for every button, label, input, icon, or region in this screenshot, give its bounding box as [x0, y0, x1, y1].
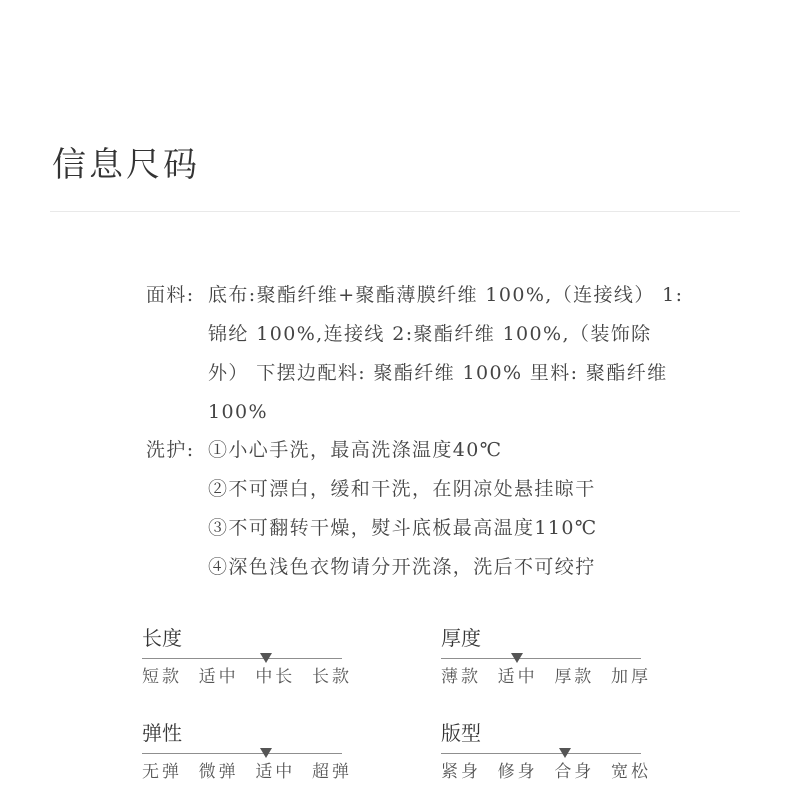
elasticity-option: 适中 [255, 762, 296, 782]
title-divider [50, 211, 740, 212]
fabric-details [208, 276, 738, 432]
thickness-options [441, 665, 651, 689]
thickness-label: 厚度 [441, 626, 481, 650]
care-spec [146, 431, 738, 587]
thickness-option: 薄款 [441, 667, 481, 687]
elasticity-option: 无弹 [142, 762, 182, 782]
fit-option: 紧身 [441, 762, 481, 782]
thickness-scale-line [441, 658, 641, 659]
fabric-line: 锦纶 100%,连接线 2:聚酯纤维 100%,（装饰除 [208, 323, 652, 345]
care-line: ①小心手洗，最高洗涤温度40℃ [208, 439, 503, 461]
care-instructions [208, 431, 738, 587]
elasticity-option: 超弹 [311, 762, 352, 782]
fabric-label: 面料: [146, 284, 195, 306]
fit-options [441, 760, 651, 784]
thickness-marker-icon [511, 653, 523, 663]
fit-scale-line [441, 753, 641, 754]
fabric-spec [146, 276, 738, 432]
length-option: 中长 [255, 667, 296, 687]
thickness-option: 适中 [497, 667, 538, 687]
length-options [142, 665, 352, 689]
section-title: 信息尺码 [52, 145, 200, 185]
care-label: 洗护: [146, 439, 195, 461]
length-option: 短款 [142, 667, 182, 687]
length-option: 适中 [198, 667, 239, 687]
elasticity-options [142, 760, 352, 784]
fabric-line: 外） 下摆边配料: 聚酯纤维 100% 里料: 聚酯纤维 [208, 362, 668, 384]
elasticity-label: 弹性 [142, 721, 182, 745]
elasticity-scale-line [142, 753, 342, 754]
fabric-line: 底布:聚酯纤维+聚酯薄膜纤维 100%,（连接线） 1: [208, 284, 684, 306]
fit-label: 版型 [441, 721, 481, 745]
fabric-line: 100% [208, 401, 268, 423]
thickness-option: 加厚 [610, 667, 651, 687]
care-line: ③不可翻转干燥，熨斗底板最高温度110℃ [208, 517, 598, 539]
fit-marker-icon [559, 748, 571, 758]
elasticity-marker-icon [260, 748, 272, 758]
thickness-option: 厚款 [554, 667, 595, 687]
length-label: 长度 [142, 626, 182, 650]
fit-option: 修身 [497, 762, 538, 782]
elasticity-option: 微弹 [198, 762, 239, 782]
length-marker-icon [260, 653, 272, 663]
fit-option: 合身 [554, 762, 595, 782]
length-scale-line [142, 658, 342, 659]
care-line: ④深色浅色衣物请分开洗涤，洗后不可绞拧 [208, 556, 596, 578]
length-option: 长款 [311, 667, 352, 687]
care-line: ②不可漂白，缓和干洗，在阴凉处悬挂晾干 [208, 478, 596, 500]
fit-option: 宽松 [610, 762, 651, 782]
